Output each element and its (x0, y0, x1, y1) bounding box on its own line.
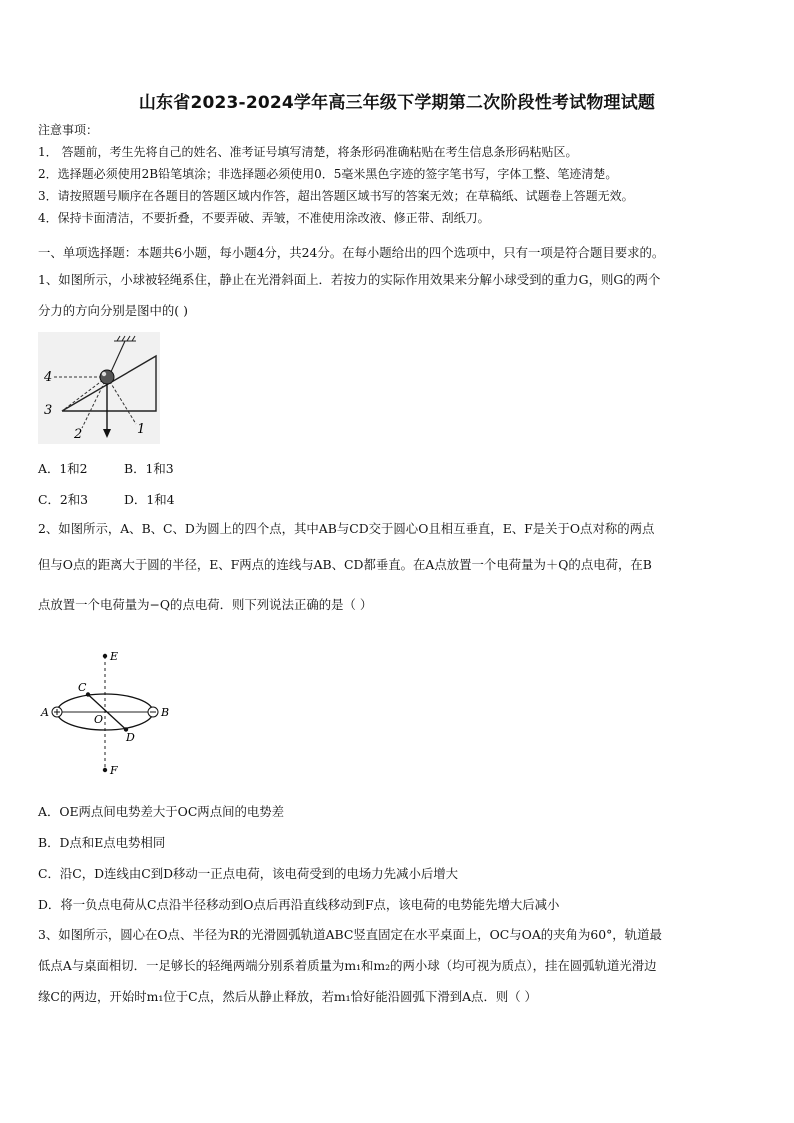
section-heading: 一、单项选择题：本题共6小题，每小题4分，共24分。在每小题给出的四个选项中，只有一项是符合题目要求的。 (38, 245, 665, 260)
label-4: 4 (44, 370, 53, 385)
label-f: F (110, 764, 118, 777)
label-1: 1 (137, 422, 146, 437)
label-d: D (126, 731, 135, 744)
label-a: A (41, 706, 49, 719)
q3-stem-line: 3、如图所示，圆心在O点、半径为R的光滑圆弧轨道ABC竖直固定在水平桌面上，OC与OA的夹角为60°，轨道最 (38, 927, 662, 942)
q2-option-c: C．沿C，D连线由C到D移动一正点电荷，该电荷受到的电场力先减小后增大 (38, 866, 459, 881)
label-c: C (78, 681, 87, 694)
label-o: O (94, 713, 104, 726)
q2-option-a: A．OE两点间电势差大于OC两点间的电势差 (38, 804, 285, 819)
q2-option-d: D．将一负点电荷从C点沿半径移动到O点后再沿直线移动到F点，该电荷的电势能先增大后减小 (38, 897, 560, 912)
page-title: 山东省2023-2024学年高三年级下学期第二次阶段性考试物理试题 (138, 93, 656, 113)
q3-stem-line: 低点A与桌面相切．一足够长的轻绳两端分别系着质量为m₁和m₂的两小球（均可视为质点），挂在圆弧轨道光滑边 (38, 958, 657, 973)
notice-item: 2．选择题必须使用2B铅笔填涂；非选择题必须使用0．5毫米黑色字迹的签字笔书写，字体工整、笔迹清楚。 (38, 167, 618, 181)
q1-option-a: A．1和2 (38, 461, 88, 476)
notice-item: 1． 答题前，考生先将自己的姓名、准考证号填写清楚，将条形码准确粘贴在考生信息条形码粘贴区。 (38, 145, 578, 159)
q1-stem-line: 分力的方向分别是图中的( ) (38, 303, 188, 318)
notice-heading: 注意事项： (38, 123, 99, 137)
q2-option-b: B．D点和E点电势相同 (38, 835, 166, 850)
q3-stem-line: 缘C的两边，开始时m₁位于C点，然后从静止释放，若m₁恰好能沿圆弧下滑到A点．则（ ） (38, 989, 537, 1004)
q1-stem-line: 1、如图所示，小球被轻绳系住，静止在光滑斜面上．若按力的实际作用效果来分解小球受到的重力G，则G的两个 (38, 272, 661, 287)
label-e: E (110, 650, 119, 663)
q2-stem-line: 但与O点的距离大于圆的半径，E、F两点的连线与AB、CD都垂直。在A点放置一个电荷量为＋Q的点电荷，在B (38, 557, 652, 572)
label-2: 2 (74, 427, 83, 442)
q1-option-c: C．2和3 (38, 492, 89, 507)
point-c (86, 692, 90, 696)
q1-option-b: B．1和3 (124, 461, 174, 476)
q1-figure (38, 332, 160, 444)
q2-stem-line: 点放置一个电荷量为−Q的点电荷．则下列说法正确的是（ ） (38, 597, 373, 612)
ball-highlight (102, 372, 106, 376)
q2-figure (38, 644, 188, 780)
notice-item: 3．请按照题号顺序在各题目的答题区域内作答，超出答题区域书写的答案无效；在草稿纸、试题卷上答题无效。 (38, 189, 634, 203)
notice-item: 4．保持卡面清洁，不要折叠，不要弄破、弄皱，不准使用涂改液、修正带、刮纸刀。 (38, 211, 490, 225)
point-f (103, 768, 107, 772)
label-3: 3 (44, 403, 53, 418)
q1-option-d: D．1和4 (124, 492, 175, 507)
ball (100, 370, 114, 384)
q2-stem-line: 2、如图所示，A、B、C、D为圆上的四个点，其中AB与CD交于圆心O且相互垂直，E、F是关于O点对称的两点 (38, 521, 655, 536)
label-b: B (161, 706, 170, 719)
point-e (103, 654, 107, 658)
